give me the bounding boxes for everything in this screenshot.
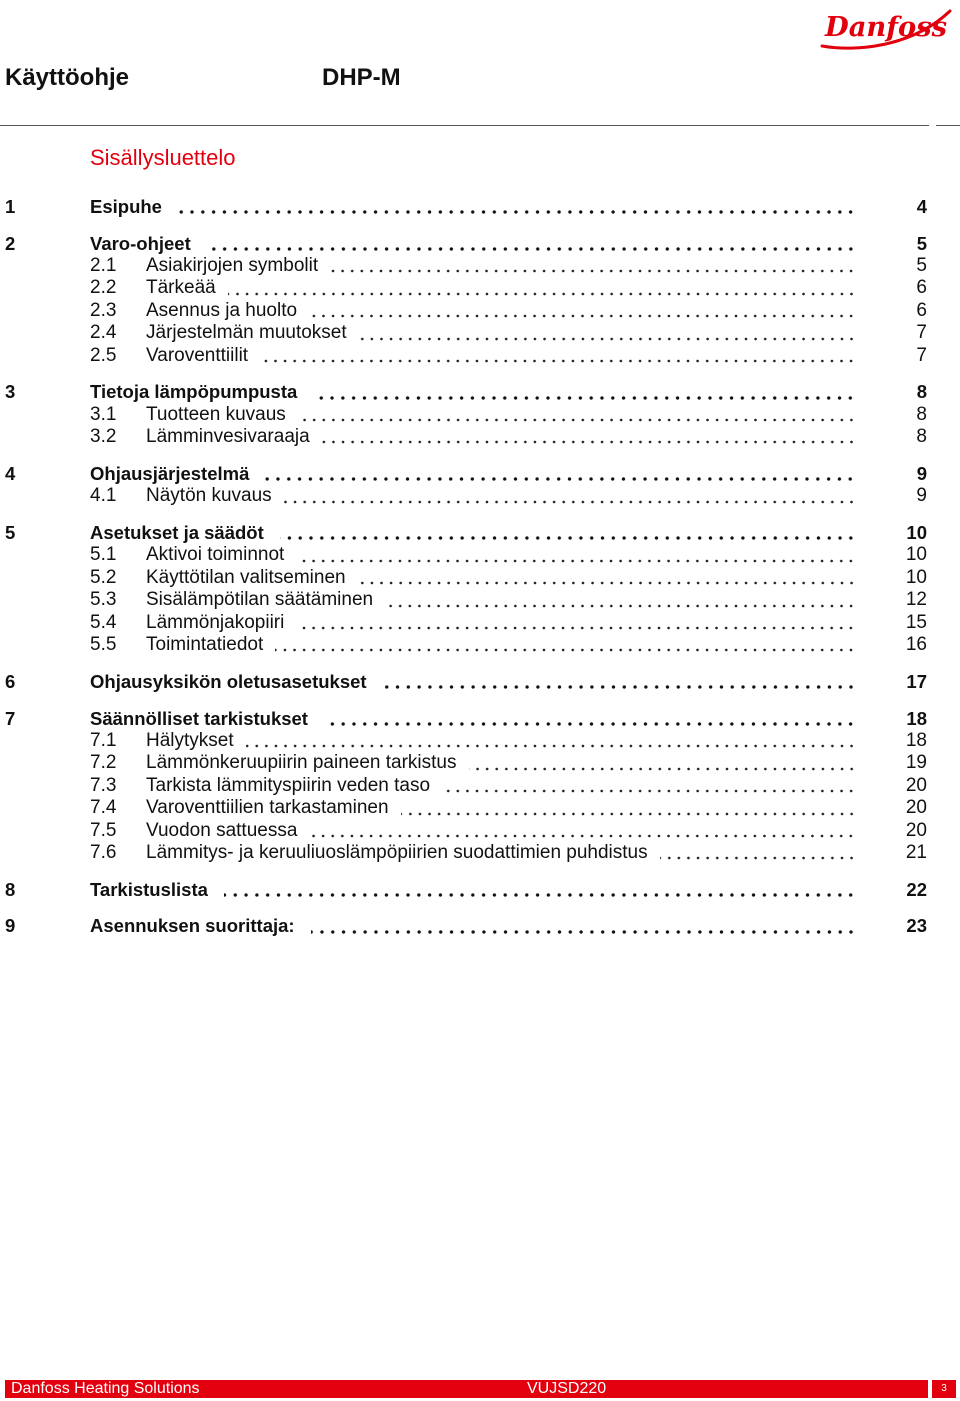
page-number: 16	[905, 634, 927, 655]
dot-leader	[228, 277, 856, 299]
dot-leader	[313, 381, 856, 403]
footer-company: Danfoss Heating Solutions	[11, 1380, 200, 1397]
page-number: 5	[916, 254, 927, 276]
section-number: 8	[5, 878, 16, 900]
subsection-number: 2.3	[90, 299, 117, 321]
dot-leader	[359, 322, 856, 344]
subsection-title: Näytön kuvaus	[146, 485, 272, 507]
page-number: 22	[906, 878, 927, 900]
footer-page-number: 3	[932, 1380, 956, 1398]
toc-entry	[146, 730, 856, 752]
subsection-number: 7.2	[90, 752, 117, 774]
toc-section-row	[0, 381, 960, 403]
section-title: Varo-ohjeet	[90, 232, 191, 254]
subsection-number: 7.4	[90, 797, 117, 819]
dot-leader	[280, 522, 856, 544]
toc-entry	[90, 233, 856, 255]
toc-entry	[90, 522, 856, 544]
table-of-contents	[0, 196, 960, 938]
toc-entry	[90, 879, 856, 901]
page-number: 18	[905, 729, 927, 751]
toc-entry	[90, 671, 856, 693]
subsection-number: 3.1	[90, 403, 117, 425]
dot-leader	[309, 300, 856, 322]
toc-section-row	[0, 671, 960, 693]
subsection-number: 2.4	[90, 322, 117, 344]
subsection-number: 5.1	[90, 544, 117, 566]
subsection-number: 5.4	[90, 611, 117, 633]
subsection-title: Tärkeää	[146, 277, 216, 299]
toc-entry	[146, 634, 856, 656]
toc-entry	[146, 567, 856, 589]
subsection-title: Asiakirjojen symbolit	[146, 254, 319, 276]
subsection-title: Sisälämpötilan säätäminen	[146, 589, 374, 611]
toc-subsection-row	[0, 255, 960, 277]
toc-section-row	[0, 879, 960, 901]
toc-subsection-row	[0, 426, 960, 448]
section-number: 7	[5, 707, 16, 729]
toc-subsection-row	[0, 820, 960, 842]
subsection-title: Aktivoi toiminnot	[146, 544, 285, 566]
subsection-title: Tuotteen kuvaus	[146, 403, 286, 425]
page-number: 9	[916, 485, 927, 507]
toc-section-row	[0, 196, 960, 218]
dot-leader	[284, 485, 856, 507]
dot-leader	[330, 255, 856, 277]
toc-entry	[146, 820, 856, 842]
toc-entry	[146, 485, 856, 507]
toc-subsection-row	[0, 730, 960, 752]
toc-entry	[146, 775, 856, 797]
page-number: 17	[906, 670, 927, 692]
page-number: 19	[905, 752, 927, 774]
toc-subsection-row	[0, 775, 960, 797]
section-number: 6	[5, 670, 16, 692]
section-title: Ohjausyksikön oletusasetukset	[90, 670, 367, 692]
toc-section-row	[0, 463, 960, 485]
toc-heading: Sisällysluettelo	[90, 145, 236, 170]
section-number: 5	[5, 522, 16, 544]
section-number: 4	[5, 462, 16, 484]
page-number: 10	[906, 522, 927, 544]
page-number: 8	[916, 426, 927, 448]
subsection-number: 7.1	[90, 729, 117, 751]
toc-section-row	[0, 522, 960, 544]
subsection-title: Toimintatiedot	[146, 634, 264, 655]
toc-entry	[146, 404, 856, 426]
section-number: 9	[5, 915, 16, 937]
toc-entry	[146, 842, 856, 864]
page-number: 18	[906, 707, 927, 729]
dot-leader	[383, 671, 856, 693]
page-number: 23	[906, 915, 927, 937]
page-number: 21	[905, 841, 927, 863]
toc-entry	[146, 589, 856, 611]
toc-subsection-row	[0, 485, 960, 507]
page-number: 8	[916, 403, 927, 425]
toc-section-row	[0, 915, 960, 937]
subsection-number: 4.1	[90, 485, 117, 507]
dot-leader	[275, 634, 856, 656]
section-number: 3	[5, 381, 16, 403]
section-number: 1	[5, 195, 16, 217]
section-title: Asennuksen suorittaja:	[90, 915, 295, 937]
toc-subsection-row	[0, 277, 960, 299]
toc-subsection-row	[0, 612, 960, 634]
page-number: 20	[905, 797, 927, 819]
subsection-title: Järjestelmän muutokset	[146, 322, 347, 344]
toc-entry	[146, 277, 856, 299]
section-title: Asetukset ja säädöt	[90, 522, 264, 544]
toc-subsection-row	[0, 345, 960, 367]
dot-leader	[298, 404, 856, 426]
section-number: 2	[5, 232, 16, 254]
document-type: Käyttöohje	[5, 64, 130, 91]
subsection-title: Varoventtiilit	[146, 344, 249, 366]
toc-entry	[146, 322, 856, 344]
subsection-number: 3.2	[90, 426, 117, 448]
toc-entry	[90, 463, 856, 485]
dot-leader	[324, 708, 856, 730]
dot-leader	[469, 752, 857, 774]
toc-entry	[146, 426, 856, 448]
dot-leader	[660, 842, 856, 864]
dot-leader	[322, 426, 856, 448]
page-number: 6	[916, 299, 927, 321]
toc-subsection-row	[0, 842, 960, 864]
toc-entry	[146, 255, 856, 277]
subsection-title: Vuodon sattuessa	[146, 819, 298, 841]
dot-leader	[178, 196, 856, 218]
dot-leader	[296, 612, 856, 634]
subsection-number: 2.5	[90, 344, 117, 366]
toc-entry	[146, 797, 856, 819]
footer-document-code: VUJSD220	[527, 1380, 607, 1397]
page-number: 4	[916, 195, 927, 217]
toc-entry	[90, 915, 856, 937]
toc-entry	[146, 345, 856, 367]
subsection-title: Lämmönjakopiiri	[146, 611, 285, 633]
dot-leader	[311, 915, 856, 937]
page-number: 5	[916, 232, 927, 254]
section-title: Säännölliset tarkistukset	[90, 707, 308, 729]
header-divider	[0, 125, 929, 126]
subsection-number: 7.5	[90, 819, 117, 841]
dot-leader	[246, 730, 856, 752]
dot-leader	[385, 589, 856, 611]
section-title: Tarkistuslista	[90, 878, 208, 900]
section-title: Esipuhe	[90, 195, 162, 217]
subsection-number: 2.1	[90, 254, 117, 276]
toc-section-row	[0, 708, 960, 730]
toc-subsection-row	[0, 752, 960, 774]
dot-leader	[224, 879, 856, 901]
dot-leader	[309, 820, 856, 842]
dot-leader	[265, 463, 856, 485]
subsection-title: Tarkista lämmityspiirin veden taso	[146, 774, 431, 796]
page-number: 20	[905, 819, 927, 841]
toc-entry	[90, 196, 856, 218]
toc-subsection-row	[0, 634, 960, 656]
dot-leader	[296, 544, 856, 566]
toc-entry	[146, 544, 856, 566]
page-number: 12	[905, 589, 927, 611]
toc-section-row	[0, 233, 960, 255]
dot-leader	[207, 233, 856, 255]
toc-entry	[90, 381, 856, 403]
page-number: 9	[916, 462, 927, 484]
page-number: 20	[905, 774, 927, 796]
page-number: 7	[916, 344, 927, 366]
subsection-title: Lämmönkeruupiirin paineen tarkistus	[146, 752, 457, 774]
toc-subsection-row	[0, 300, 960, 322]
toc-subsection-row	[0, 589, 960, 611]
subsection-title: Lämmitys- ja keruuliuoslämpöpiirien suodattimien puhdistus	[146, 841, 648, 863]
section-title: Tietoja lämpöpumpusta	[90, 381, 298, 403]
toc-subsection-row	[0, 797, 960, 819]
subsection-number: 2.2	[90, 277, 117, 299]
toc-subsection-row	[0, 322, 960, 344]
dot-leader	[260, 345, 856, 367]
subsection-title: Hälytykset	[146, 729, 234, 751]
toc-entry	[146, 752, 856, 774]
subsection-number: 5.3	[90, 589, 117, 611]
subsection-title: Asennus ja huolto	[146, 299, 298, 321]
danfoss-logo	[816, 3, 956, 53]
section-title: Ohjausjärjestelmä	[90, 462, 250, 484]
dot-leader	[442, 775, 856, 797]
toc-entry	[146, 612, 856, 634]
toc-subsection-row	[0, 404, 960, 426]
subsection-title: Lämminvesivaraaja	[146, 426, 310, 448]
subsection-number: 7.6	[90, 841, 117, 863]
page-number: 15	[905, 611, 927, 633]
toc-subsection-row	[0, 544, 960, 566]
page-number: 10	[905, 544, 927, 566]
logo-wordmark: Danfoss	[823, 12, 947, 43]
dot-leader	[358, 567, 856, 589]
subsection-title: Varoventtiilien tarkastaminen	[146, 797, 389, 819]
dot-leader	[401, 797, 856, 819]
toc-subsection-row	[0, 567, 960, 589]
page-number: 8	[916, 381, 927, 403]
page-number: 6	[916, 277, 927, 299]
toc-entry	[90, 708, 856, 730]
toc-entry	[146, 300, 856, 322]
subsection-number: 5.5	[90, 634, 117, 655]
subsection-number: 7.3	[90, 774, 117, 796]
subsection-title: Käyttötilan valitseminen	[146, 566, 346, 588]
header-divider-end	[936, 125, 960, 126]
subsection-number: 5.2	[90, 566, 117, 588]
page-number: 10	[905, 566, 927, 588]
page-number: 7	[916, 322, 927, 344]
product-model: DHP-M	[322, 64, 401, 91]
